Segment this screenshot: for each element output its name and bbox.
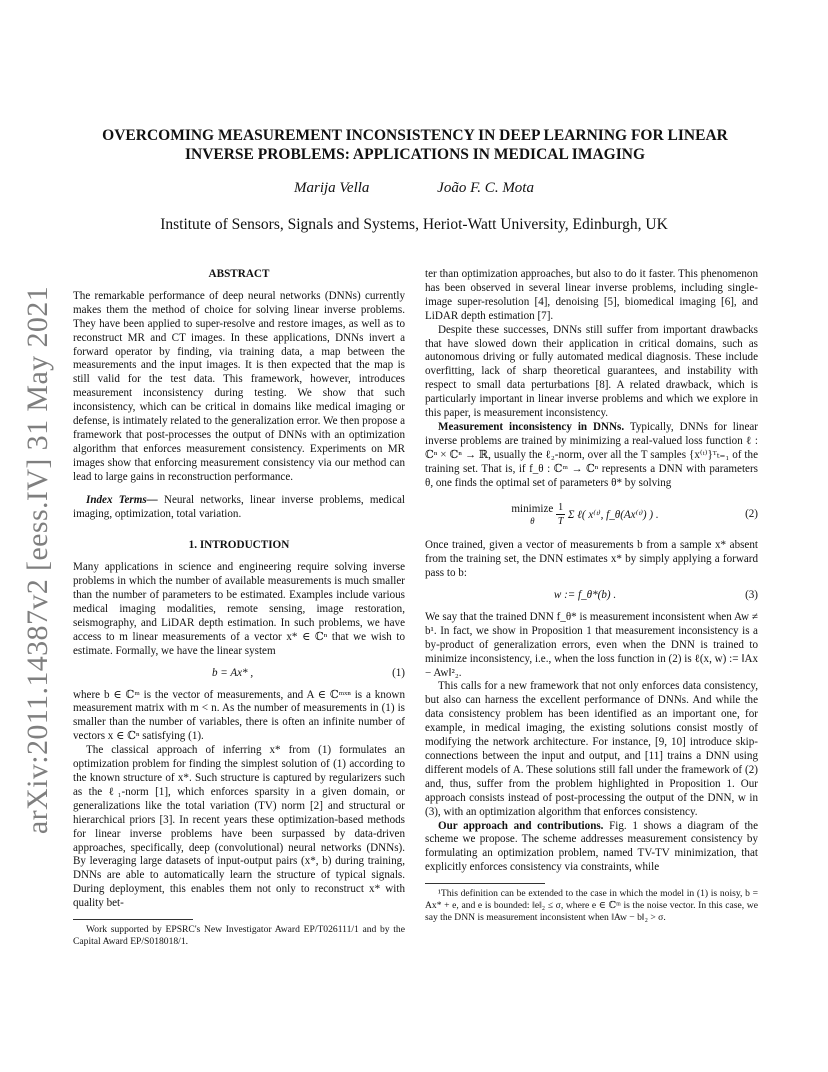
footnote-rule: [73, 919, 193, 920]
equation-2: [425, 501, 758, 530]
minimize-operator: minimize: [511, 503, 554, 516]
abstract-heading: ABSTRACT: [208, 268, 270, 280]
equation-3: [425, 589, 758, 603]
denominator: T: [557, 516, 564, 528]
intro-heading: 1. INTRODUCTION: [188, 539, 290, 552]
run-in-heading: Measurement inconsistency in DNNs.: [438, 420, 625, 433]
equation-number: (2): [745, 507, 758, 520]
body-paragraph: [425, 421, 758, 491]
index-terms-label: Index Terms—: [86, 493, 158, 506]
index-terms: [73, 494, 405, 522]
body-paragraph: We say that the trained DNN f_θ* is measurement inconsistent when Aw ≠ b¹. In fact, we show in Proposition 1 that measurement inconsistency is a by-product of generalization errors, even when the DNN is trained to minimize inconsistency, i.e., when the loss function in (2) is ℓ(x, w) := ‖Ax − Aw‖²₂.: [425, 610, 758, 679]
intro-paragraph: The classical approach of inferring x* from (1) formulates an optimization problem for finding the simplest solution of (1) according to the known structure of x*. Such structure is captured by regularizers such as the ℓ₁-norm [1], which enforces sparsity in a given domain, or generalizations like the total variation (TV) norm [2] and structural or hierarchical priors [3]. In recent years these optimization-based methods for linear inverse problems have been surpassed by data-driven approaches, specifically, deep (convolutional) neural networks (DNNs). By leveraging large datasets of input-output pairs (x*, b) during training, DNNs are able to automatically learn the structure of typical signals. During deployment, this enables them not only to reconstruct x* with quality bet-: [73, 744, 405, 910]
abstract-text: The remarkable performance of deep neural networks (DNNs) currently makes them the method of choice for solving linear inverse problems. They have been applied to super-resolve and restore images, as well as to reconstruct MR and CT images. In these applications, DNNs invert a forward operator by finding, via training data, a map between the measurements and the input images. It is then expected that the map is still valid for the test data. This framework, however, introduces measurement inconsistency during testing. We show that such inconsistency, which can be critical in domains like medical imaging or defense, is intimately related to the generalization error. We then propose a framework that post-processes the output of DNNs with an optimization algorithm that enforces measurement consistency. Experiments on MR images show that enforcing measurement consistency via our method can lead to large gains in reconstruction performance.: [73, 289, 405, 483]
paragraph-text: Typically, DNNs for linear inverse problems are trained by minimizing a real-valued loss function ℓ : ℂⁿ × ℂⁿ → ℝ, usually the ℓ₂-norm, over all the T samples {x⁽ᵗ⁾}ᵀₜ₌₁ of the training set. That is, if f_θ : ℂᵐ → ℂⁿ represents a DNN with parameters θ, one finds the optimal set of parameters θ* by solving: [425, 420, 758, 489]
equation-number: (1): [392, 666, 405, 679]
author-list: [0, 180, 828, 197]
equation-body: w := f_θ*(b) .: [553, 589, 617, 602]
intro-paragraph: where b ∈ ℂᵐ is the vector of measurements, and A ∈ ℂᵐˣⁿ is a known measurement matrix with m < n. As the number of measurements in (1) is smaller than the number of variables, there is often an infinite number of vectors x ∈ ℂⁿ satisfying (1).: [73, 688, 405, 743]
fraction: [556, 501, 565, 530]
body-paragraph: ter than optimization approaches, but also to do it faster. This phenomenon has been observed in several linear inverse problems, including single-image super-resolution [4], denoising [5], biomedical imaging [6], and LiDAR depth estimation [7].: [425, 268, 758, 322]
run-in-heading: Our approach and contributions.: [438, 819, 604, 832]
objective: Σ ℓ( x⁽ᵗ⁾, f_θ(Ax⁽ᵗ⁾) ) .: [567, 508, 659, 521]
numerator: 1: [556, 501, 565, 516]
paper-title: OVERCOMING MEASUREMENT INCONSISTENCY IN DEEP LEARNING FOR LINEAR INVERSE PROBLEMS: APPLICATIONS IN MEDICAL IMAGING: [102, 127, 728, 163]
footnote-definition: ¹This definition can be extended to the case in which the model in (1) is noisy, b = Ax* + e, and e is bounded: ‖e‖₂ ≤ σ, where e ∈ ℂᵐ is the noise vector. In this case, we say the DNN is measurement inconsistent when ‖Aw − b‖₂ > σ.: [425, 888, 758, 924]
body-paragraph: This calls for a new framework that not only enforces data consistency, but also can harness the excellent performance of DNNs. And while the data consistency problem has been identified as an important one, for example, in medical imaging, the existing solutions consist mostly of modifying the network architecture. For instance, [9, 10] introduce skip-connections between the input and output, and [11] trains a DNN using different models of A. These solutions still fall under the framework of (2) and, thus, suffer from the problem highlighted in Proposition 1. Our approach consists instead of post-processing the output of the DNN, w in (3), with an optimization algorithm that enforces consistency.: [425, 680, 758, 818]
footnote-rule: [425, 883, 545, 884]
affiliation: Institute of Sensors, Signals and Systems, Heriot-Watt University, Edinburgh, UK: [160, 216, 668, 233]
body-paragraph: Despite these successes, DNNs still suffer from important drawbacks that have slowed down their application in critical domains, such as autonomous driving or fully automated medical diagnosis. These include overfitting, lack of sharp theoretical guarantees, and instability with respect to small data perturbations [8]. A related drawback, which is particularly important in linear inverse problems and which we explore in this paper, is measurement inconsistency.: [425, 323, 758, 420]
arxiv-identifier: arXiv:2011.14387v2 [eess.IV] 31 May 2021: [21, 285, 54, 835]
paragraph-text: Fig. 1 shows a diagram of the scheme we propose. The scheme addresses measurement consistency by formulating an optimization problem, named TV-TV minimization, that explicitly enforces consistency via constraints, while: [425, 819, 758, 874]
equation-1: [73, 667, 405, 681]
equation-body: b = Ax* ,: [211, 666, 254, 679]
equation-body: [425, 501, 745, 530]
author-name: João F. C. Mota: [437, 180, 534, 196]
right-column: [425, 268, 758, 924]
minimize-subscript: θ: [530, 516, 535, 527]
equation-number: (3): [745, 589, 758, 602]
intro-paragraph: Many applications in science and engineering require solving inverse problems in which the number of available measurements is much smaller than the number of parameters to be estimated. Examples include various medical imaging modalities, remote sensing, image restoration, seismography, and LiDAR depth estimation. In such problems, we have access to m linear measurements of a vector x* ∈ ℂⁿ that we wish to estimate. Formally, we have the linear system: [73, 561, 405, 657]
body-paragraph: Once trained, given a vector of measurements b from a sample x* absent from the training set, the DNN estimates x* by simply applying a forward pass to b:: [425, 539, 758, 580]
left-column: [73, 268, 405, 948]
footnote-funding: Work supported by EPSRC's New Investigator Award EP/T026111/1 and by the Capital Award EP/S018018/1.: [73, 924, 405, 948]
body-paragraph: [425, 820, 758, 876]
index-terms-text: Neural networks, linear inverse problems, medical imaging, optimization, total variation.: [73, 493, 405, 520]
author-name: Marija Vella: [294, 180, 370, 196]
